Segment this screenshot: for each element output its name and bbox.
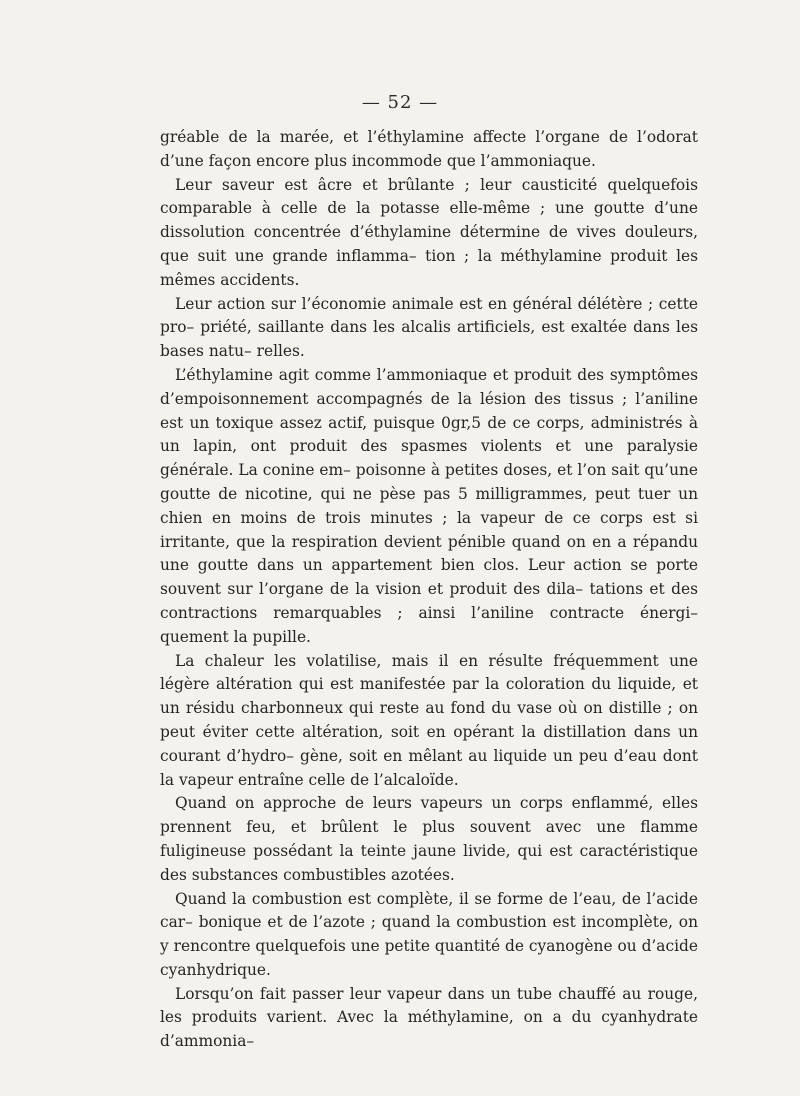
page-number: — 52 — [361,92,439,113]
paragraph-combustion: Quand la combustion est complète, il se forme de l’eau, de l’acide car– bonique et de l’azote ; quand la combustion est incomplète, on y rencontre quelquefois une petite quantité de cyanogène ou d’acide cyanhydrique. [160,889,698,979]
paragraph-ethylamine-toxicite: L’éthylamine agit comme l’ammoniaque et produit des symptômes d’empoisonnement accompagnés de la lésion des tissus ; l’aniline est un toxique assez actif, puisque 0gr,5 de ce corps, administrés à un lapin, ont produit des spasmes violents et une paralysie générale. La conine em– poisonne à petites doses, et l’on sait qu’une goutte de nicotine, qui ne pèse pas 5 milligrammes, peut tuer un chien en moins de trois minutes ; la vapeur de ce corps est si irritante, que la respiration devient pénible quand on en a répandu une goutte dans un appartement bien clos. Leur action se porte souvent sur l’organe de la vision et produit des dila– tations et des contractions remarquables ; ainsi l’aniline contracte énergi– quement la pupille. [160,365,698,646]
paragraph-action-economie: Leur action sur l’économie animale est en général délétère ; cette pro– priété, saillante dans les alcalis artificiels, est exaltée dans les bases natu– relles. [160,294,698,361]
paragraph-saveur: Leur saveur est âcre et brûlante ; leur causticité quelquefois comparable à celle de la potasse elle-même ; une goutte d’une dissolution concentrée d’éthylamine détermine de vives douleurs, que suit une grande inflamma– tion ; la méthylamine produit les mêmes accidents. [160,175,698,289]
paragraph-flamme: Quand on approche de leurs vapeurs un corps enflammé, elles prennent feu, et brûlent le plus souvent avec une flamme fuligineuse possédant la teinte jaune livide, qui est caractéristique des substances combustibles azotées. [160,794,698,884]
paragraph-continuation: gréable de la marée, et l’éthylamine affecte l’organe de l’odorat d’une façon encore plus incommode que l’ammoniaque. [160,128,698,170]
body-text [160,126,698,1054]
paragraph-chaleur: La chaleur les volatilise, mais il en résulte fréquemment une légère altération qui est manifestée par la coloration du liquide, et un résidu charbonneux qui reste au fond du vase où on distille ; on peut éviter cette altération, soit en opérant la distillation dans un courant d’hydro– gène, soit en mêlant au liquide un peu d’eau dont la vapeur entraîne celle de l’alcaloïde. [160,651,698,789]
paragraph-tube-chauffe: Lorsqu’on fait passer leur vapeur dans un tube chauffé au rouge, les produits varient. Avec la méthylamine, on a du cyanhydrate d’ammonia– [160,984,698,1051]
